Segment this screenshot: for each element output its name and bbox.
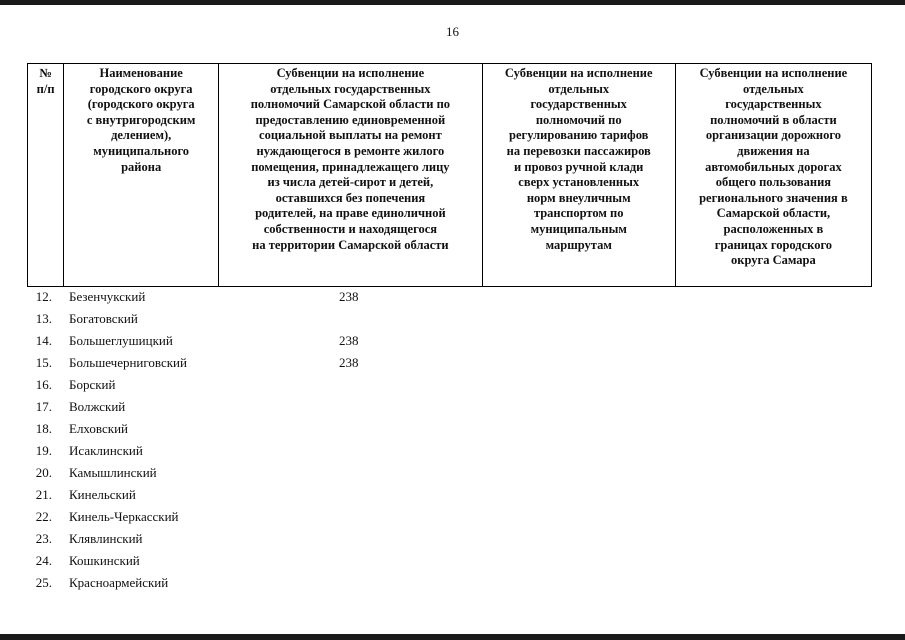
header-line: муниципального: [93, 143, 190, 158]
header-row: [28, 64, 872, 287]
table-row: [27, 332, 872, 354]
header-line: Субвенции на исполнение: [504, 66, 653, 80]
subvention-value: 238: [339, 289, 359, 304]
header-line: границах городского: [714, 237, 833, 252]
header-line: нуждающегося в ремонте жилого: [256, 143, 445, 158]
table-row: [27, 376, 872, 398]
subvention-value: 238: [339, 355, 359, 370]
table-row: [27, 508, 872, 530]
page-number: 16: [446, 24, 459, 39]
row-number: 21.: [35, 487, 52, 502]
municipality-name: Исаклинский: [69, 443, 143, 458]
header-line: движения на: [737, 143, 810, 158]
header-line: на территории Самарской области: [252, 237, 449, 252]
row-number: 17.: [35, 399, 52, 414]
header-line: полномочий Самарской области по: [250, 97, 451, 112]
header-line: (городского округа: [87, 97, 195, 112]
row-number: 25.: [35, 575, 52, 590]
header-line: отдельных: [548, 81, 610, 96]
header-municipality-name: [64, 64, 219, 287]
header-line: Наименование: [99, 66, 183, 80]
row-number: 15.: [35, 355, 52, 370]
subvention-value: 238: [339, 333, 359, 348]
municipality-name: Большеглушицкий: [69, 333, 173, 348]
header-line: регулированию тарифов: [509, 128, 649, 143]
header-line: общего пользования: [715, 175, 832, 190]
table-row: [27, 552, 872, 574]
table-row: [27, 420, 872, 442]
table-row: [27, 486, 872, 508]
header-line: и провоз ручной клади: [514, 159, 644, 174]
municipality-name: Кинель-Черкасский: [69, 509, 179, 524]
table-row: [27, 398, 872, 420]
header-line: полномочий по: [535, 112, 622, 127]
header-subvention-tariffs: [482, 64, 675, 287]
header-subvention-road-traffic: [675, 64, 871, 287]
header-line: из числа детей-сирот и детей,: [267, 175, 434, 190]
header-line: транспортом по: [533, 206, 624, 221]
header-line: норм внеуличным: [526, 190, 631, 205]
header-line: сверх установленных: [518, 175, 640, 190]
header-line: родителей, на праве единоличной: [255, 206, 446, 221]
municipality-name: Большечерниговский: [69, 355, 187, 370]
row-number: 23.: [35, 531, 52, 546]
header-line: автомобильных дорогах: [705, 159, 842, 174]
row-number: 20.: [35, 465, 52, 480]
municipality-name: Волжский: [69, 399, 126, 414]
header-line: государственных: [530, 97, 627, 112]
header-line: помещения, принадлежащего лицу: [251, 159, 450, 174]
header-subvention-repair: [219, 64, 483, 287]
municipality-name: Безенчукский: [69, 289, 146, 304]
table-row: [27, 288, 872, 310]
row-number: 16.: [35, 377, 52, 392]
row-number: 14.: [35, 333, 52, 348]
municipality-name: Камышлинский: [69, 465, 157, 480]
row-number: 13.: [35, 311, 52, 326]
table-row: [27, 310, 872, 332]
header-line: оставшихся без попечения: [275, 190, 426, 205]
header-number: [28, 64, 64, 287]
row-number: 12.: [35, 289, 52, 304]
municipality-name: Кошкинский: [69, 553, 140, 568]
row-number: 18.: [35, 421, 52, 436]
header-line: №: [39, 66, 52, 80]
header-line: регионального значения в: [699, 190, 848, 205]
header-line: государственных: [725, 97, 822, 112]
municipality-name: Богатовский: [69, 311, 138, 326]
header-line: полномочий в области: [710, 112, 837, 127]
table-row: [27, 574, 872, 596]
header-line: городского округа: [89, 81, 193, 96]
municipality-name: Елховский: [69, 421, 128, 436]
header-line: Субвенции на исполнение: [276, 66, 425, 80]
header-line: делением),: [111, 128, 172, 143]
header-table: [27, 63, 872, 287]
header-line: предоставлению единовременной: [255, 112, 446, 127]
header-line: округа Самара: [731, 253, 816, 268]
header-line: п/п: [36, 81, 55, 96]
header-line: Субвенции на исполнение: [699, 66, 848, 80]
table-row: [27, 530, 872, 552]
header-line: расположенных в: [723, 221, 824, 236]
header-line: отдельных: [743, 81, 804, 96]
header-line: отдельных государственных: [270, 81, 431, 96]
top-border: [0, 0, 905, 5]
header-line: маршрутам: [545, 237, 612, 252]
header-line: муниципальным: [530, 221, 627, 236]
table-row: [27, 442, 872, 464]
header-line: на перевозки пассажиров: [506, 143, 651, 158]
header-line: с внутригородским: [86, 112, 196, 127]
header-line: собственности и находящегося: [263, 221, 438, 236]
header-line: организации дорожного: [705, 128, 841, 143]
bottom-border: [0, 634, 905, 640]
header-line: социальной выплаты на ремонт: [259, 128, 442, 143]
municipality-name: Красноармейский: [69, 575, 169, 590]
table-row: [27, 464, 872, 486]
header-line: района: [121, 159, 162, 174]
municipality-name: Кинельский: [69, 487, 136, 502]
municipality-name: Клявлинский: [69, 531, 143, 546]
table-row: [27, 354, 872, 376]
row-number: 22.: [35, 509, 52, 524]
row-number: 24.: [35, 553, 52, 568]
municipality-name: Борский: [69, 377, 116, 392]
table-body: [27, 288, 872, 596]
row-number: 19.: [35, 443, 52, 458]
header-line: Самарской области,: [716, 206, 831, 221]
